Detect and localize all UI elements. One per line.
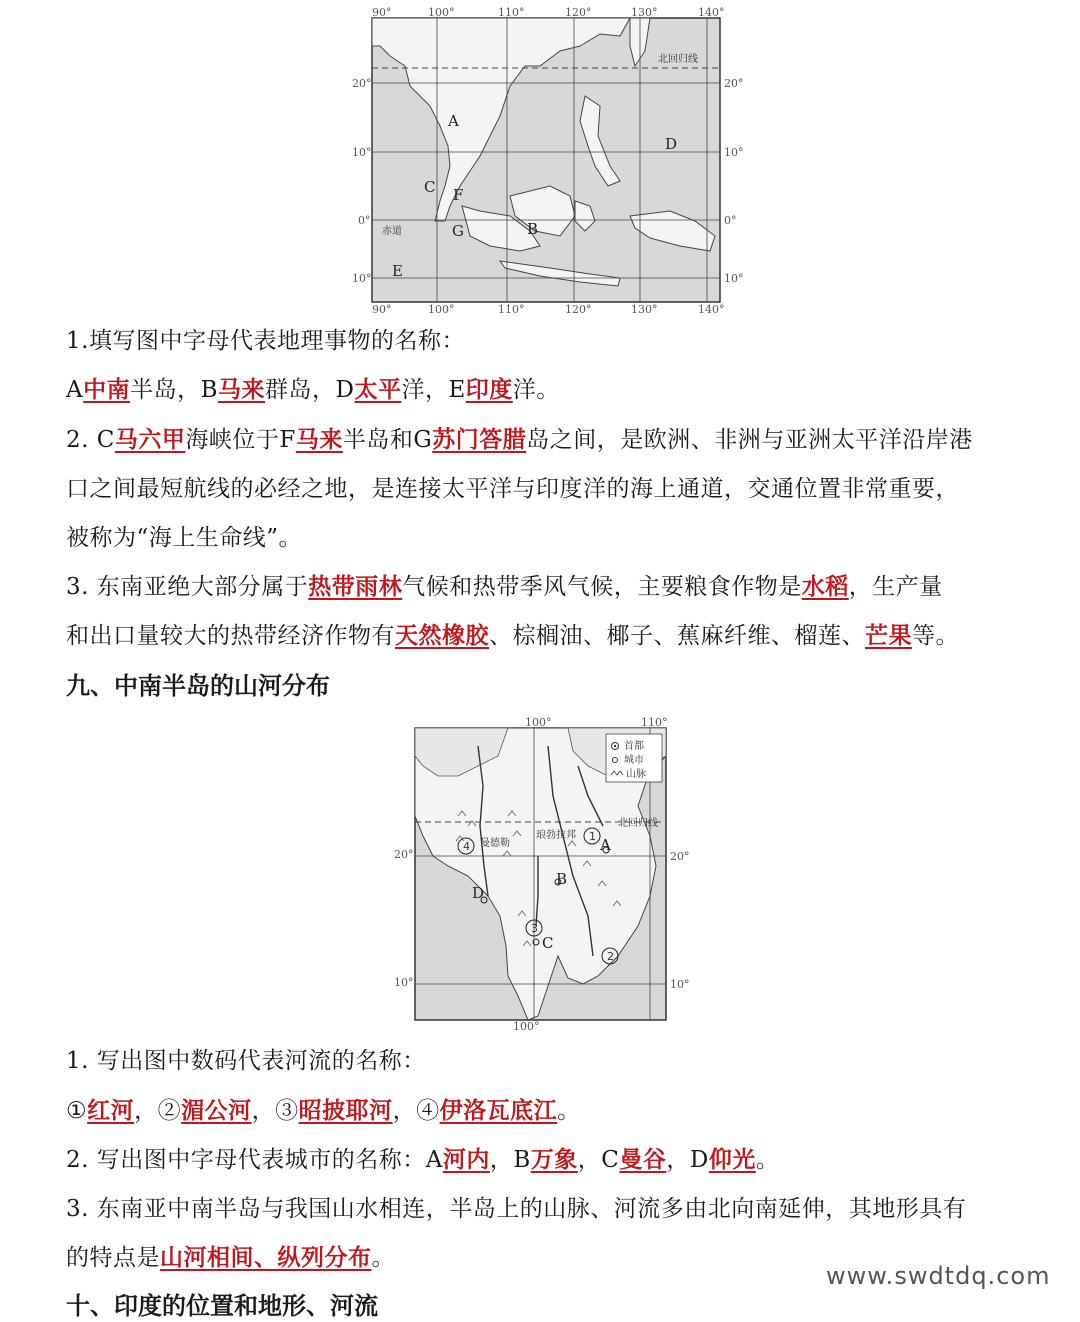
answer-blank: 太平 [354, 376, 402, 403]
paragraph-line: 口之间最短航线的必经之地，是连接太平洋与印度洋的海上通道，交通位置非常重要， [66, 476, 959, 502]
text-run: ，C [577, 1147, 620, 1173]
tropic-label: 北回归线 [618, 818, 658, 829]
tick-label: 20° [352, 77, 372, 90]
text-run: 等。 [912, 623, 959, 649]
map-letter: A [600, 836, 611, 854]
tick-label: 20° [394, 848, 414, 861]
question-line [66, 326, 465, 356]
question-line [66, 621, 959, 651]
map-letter: C [424, 178, 436, 196]
text-run: 气候和热带季风气候，主要粮食作物是 [402, 574, 802, 600]
answer-blank: 湄公河 [181, 1097, 252, 1124]
answer-blank: 红河 [87, 1097, 135, 1124]
text-run: ，D [666, 1147, 709, 1173]
answer-blank: 芒果 [865, 622, 912, 649]
text-run: ，生产量 [848, 574, 943, 600]
question-text: 填写图中字母代表地理事物的名称： [88, 328, 465, 354]
tick-label: 140° [698, 303, 725, 316]
tick-label: 100° [428, 6, 455, 19]
southeast-asia-map [350, 6, 750, 316]
tick-label: 110° [641, 716, 668, 729]
text-run: 、棕榈油、椰子、蕉麻纤维、榴莲、 [489, 623, 865, 649]
text-run: 海峡位于F [185, 427, 296, 453]
map-letter: D [665, 135, 678, 153]
river-number: 1 [589, 830, 596, 843]
answer-blank: 曼谷 [619, 1146, 667, 1173]
text-run: ，④ [392, 1098, 440, 1124]
text-run: ，B [489, 1147, 531, 1173]
text-run: 的特点是 [66, 1245, 160, 1271]
tick-label: 20° [724, 77, 744, 90]
city-label: 琅勃拉邦 [536, 830, 576, 841]
equator-label: 赤道 [382, 226, 402, 237]
answer-blank: 昭披耶河 [298, 1097, 393, 1124]
answer-blank: 马来 [295, 426, 343, 453]
legend-city: 城市 [624, 755, 644, 766]
section-heading: 十、印度的位置和地形、河流 [66, 1292, 378, 1320]
text-run: 。 [755, 1147, 780, 1173]
map1-lat-left-labels [352, 77, 372, 285]
tick-label: 20° [670, 850, 690, 863]
tick-label: 0° [724, 214, 737, 227]
river-number: 4 [463, 840, 470, 853]
tick-label: 110° [498, 6, 525, 19]
tick-label: 120° [565, 303, 592, 316]
question-line [66, 425, 973, 455]
city-label: 曼德勒 [480, 838, 510, 849]
tick-label: 120° [565, 6, 592, 19]
text-run: 群岛，D [265, 377, 355, 403]
tick-label: 10° [724, 272, 744, 285]
tick-label: 10° [724, 146, 744, 159]
map-letter: B [527, 220, 539, 238]
answer-blank: 山河相间、纵列分布 [160, 1244, 372, 1271]
map1-lon-bottom-labels [372, 303, 725, 316]
text-run: 。 [371, 1245, 395, 1271]
answer-blank: 马六甲 [114, 426, 186, 453]
tick-label: 100° [428, 303, 455, 316]
text-run: ，② [134, 1098, 182, 1124]
tick-label: 10° [352, 146, 372, 159]
answer-blank: 印度 [465, 376, 513, 403]
tick-label: 100° [513, 1020, 540, 1033]
answer-blank: 天然橡胶 [395, 622, 489, 649]
answer-blank: 河内 [442, 1146, 490, 1173]
text-run: ，③ [251, 1098, 299, 1124]
tick-label: 140° [698, 6, 725, 19]
map-letter: E [392, 262, 403, 280]
text-run: 。 [557, 1098, 581, 1124]
text-run: ① [66, 1098, 88, 1124]
tick-label: 10° [352, 272, 372, 285]
tick-label: 110° [498, 303, 525, 316]
map-letter: G [452, 222, 464, 240]
map-letter: C [542, 934, 554, 952]
answer-blank: 仰光 [708, 1146, 756, 1173]
tick-label: 90° [372, 303, 392, 316]
watermark: www.swdtdq.com [826, 1262, 1051, 1290]
map-letter: D [472, 884, 485, 902]
map-letter: A [448, 112, 459, 130]
question-line [66, 1145, 779, 1175]
text-run: 和出口量较大的热带经济作物有 [66, 623, 395, 649]
text-run: 2. C [66, 427, 115, 453]
text-run: 3. 东南亚绝大部分属于 [66, 574, 309, 600]
legend-capital: 首都 [624, 741, 644, 752]
tick-label: 0° [358, 214, 371, 227]
answer-blank: 水稻 [801, 573, 849, 600]
legend-mountain: 山脉 [626, 769, 646, 780]
text-run: A [66, 377, 84, 403]
tick-label: 10° [394, 976, 414, 989]
question-line: 1. 写出图中数码代表河流的名称： [66, 1048, 426, 1074]
river-number: 3 [531, 922, 538, 935]
river-number: 2 [607, 950, 614, 963]
text-run: 半岛和G [342, 427, 433, 453]
text-run: 半岛，B [130, 377, 219, 403]
answer-line [66, 1096, 581, 1126]
map1-lon-top-labels [372, 6, 725, 19]
tropic-label: 北回归线 [658, 54, 698, 65]
answer-blank: 伊洛瓦底江 [439, 1097, 558, 1124]
answer-blank: 万象 [530, 1146, 578, 1173]
paragraph-line: 被称为“海上生命线”。 [66, 525, 303, 551]
map1-lat-right-labels [724, 77, 744, 285]
map-letter: B [556, 870, 568, 888]
map-letter: F [453, 186, 464, 204]
answer-line [66, 375, 560, 405]
tick-label: 90° [372, 6, 392, 19]
answer-blank: 热带雨林 [308, 573, 403, 600]
text-run: 岛之间，是欧洲、非洲与亚洲太平洋沿岸港 [526, 427, 973, 453]
answer-blank: 中南 [83, 376, 131, 403]
question-line [66, 572, 943, 602]
paragraph-line: 3. 东南亚中南半岛与我国山水相连，半岛上的山脉、河流多由北向南延伸，其地形具有 [66, 1196, 967, 1222]
question-number: 1. [66, 328, 89, 354]
tick-label: 130° [631, 6, 658, 19]
question-line [66, 1243, 395, 1273]
answer-blank: 苏门答腊 [432, 426, 527, 453]
section-heading: 九、中南半岛的山河分布 [66, 672, 330, 700]
indochina-map [388, 716, 698, 1034]
tick-label: 100° [525, 716, 552, 729]
answer-blank: 马来 [218, 376, 266, 403]
text-run: 洋，E [401, 377, 466, 403]
tick-label: 130° [631, 303, 658, 316]
tick-label: 10° [670, 978, 690, 991]
text-run: 洋。 [512, 377, 560, 403]
text-run: 2. 写出图中字母代表城市的名称：A [66, 1147, 443, 1173]
